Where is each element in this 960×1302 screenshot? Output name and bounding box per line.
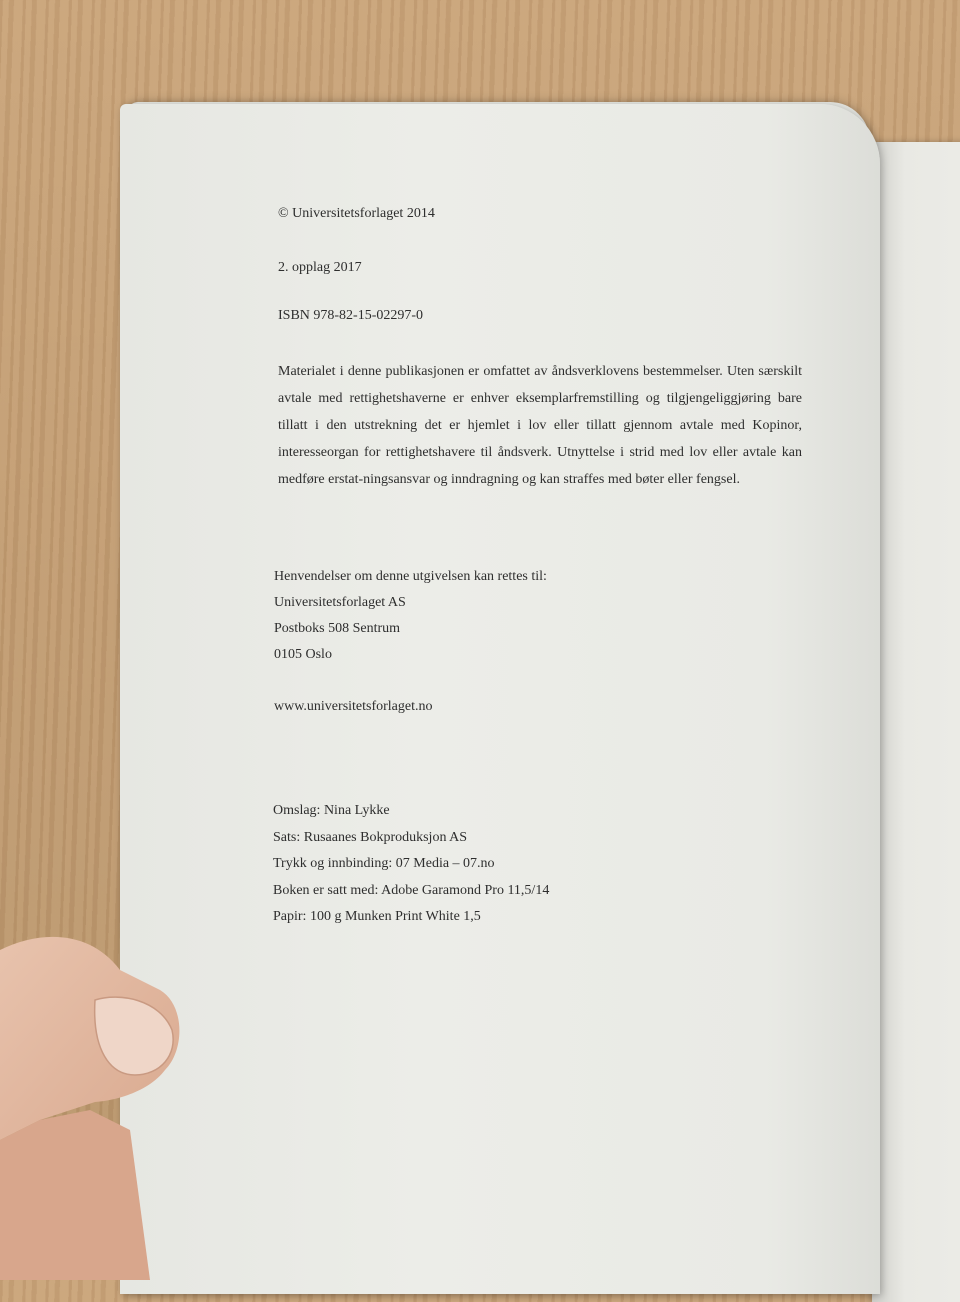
edition-line: 2. opplag 2017 xyxy=(278,260,362,275)
facing-page-edge xyxy=(872,142,960,1302)
copyright-line: © Universitetsforlaget 2014 xyxy=(278,206,435,221)
contact-intro: Henvendelser om denne utgivelsen kan rettes til: xyxy=(274,569,547,584)
copyright-page xyxy=(120,104,880,1294)
colophon-typesetting: Sats: Rusaanes Bokproduksjon AS xyxy=(273,829,468,845)
publisher-postal: 0105 Oslo xyxy=(274,647,332,662)
publisher-website: www.universitetsforlaget.no xyxy=(274,699,433,714)
colophon-printing: Trykk og innbinding: 07 Media – 07.no xyxy=(273,856,495,871)
colophon-font: Boken er satt med: Adobe Garamond Pro 11,5/14 xyxy=(273,882,550,898)
contact-block xyxy=(274,564,547,668)
isbn-line: ISBN 978-82-15-02297-0 xyxy=(278,308,424,323)
colophon-cover: Omslag: Nina Lykke xyxy=(273,803,390,818)
publisher-name: Universitetsforlaget AS xyxy=(274,595,406,610)
rights-notice-paragraph: Materialet i denne publikasjonen er omfattet av åndsverklovens bestemmelser. Uten særskilt avtale med rettighetshaverne er enhver eksemplarfremstilling og tilgjengeliggjøring bare tillatt i den utstrekning det er hjemlet i lov eller tillatt gjennom avtale med Kopinor, interesseorgan for rettighetshavere til åndsverk. Utnyttelse i strid med lov eller avtale kan medføre erstat-ningsansvar og inndragning og kan straffes med bøter eller fengsel. xyxy=(278,364,802,487)
colophon-paper: Papir: 100 g Munken Print White 1,5 xyxy=(273,909,481,924)
publisher-address: Postboks 508 Sentrum xyxy=(274,621,401,636)
colophon-block xyxy=(273,798,549,931)
holding-hand xyxy=(0,930,190,1280)
